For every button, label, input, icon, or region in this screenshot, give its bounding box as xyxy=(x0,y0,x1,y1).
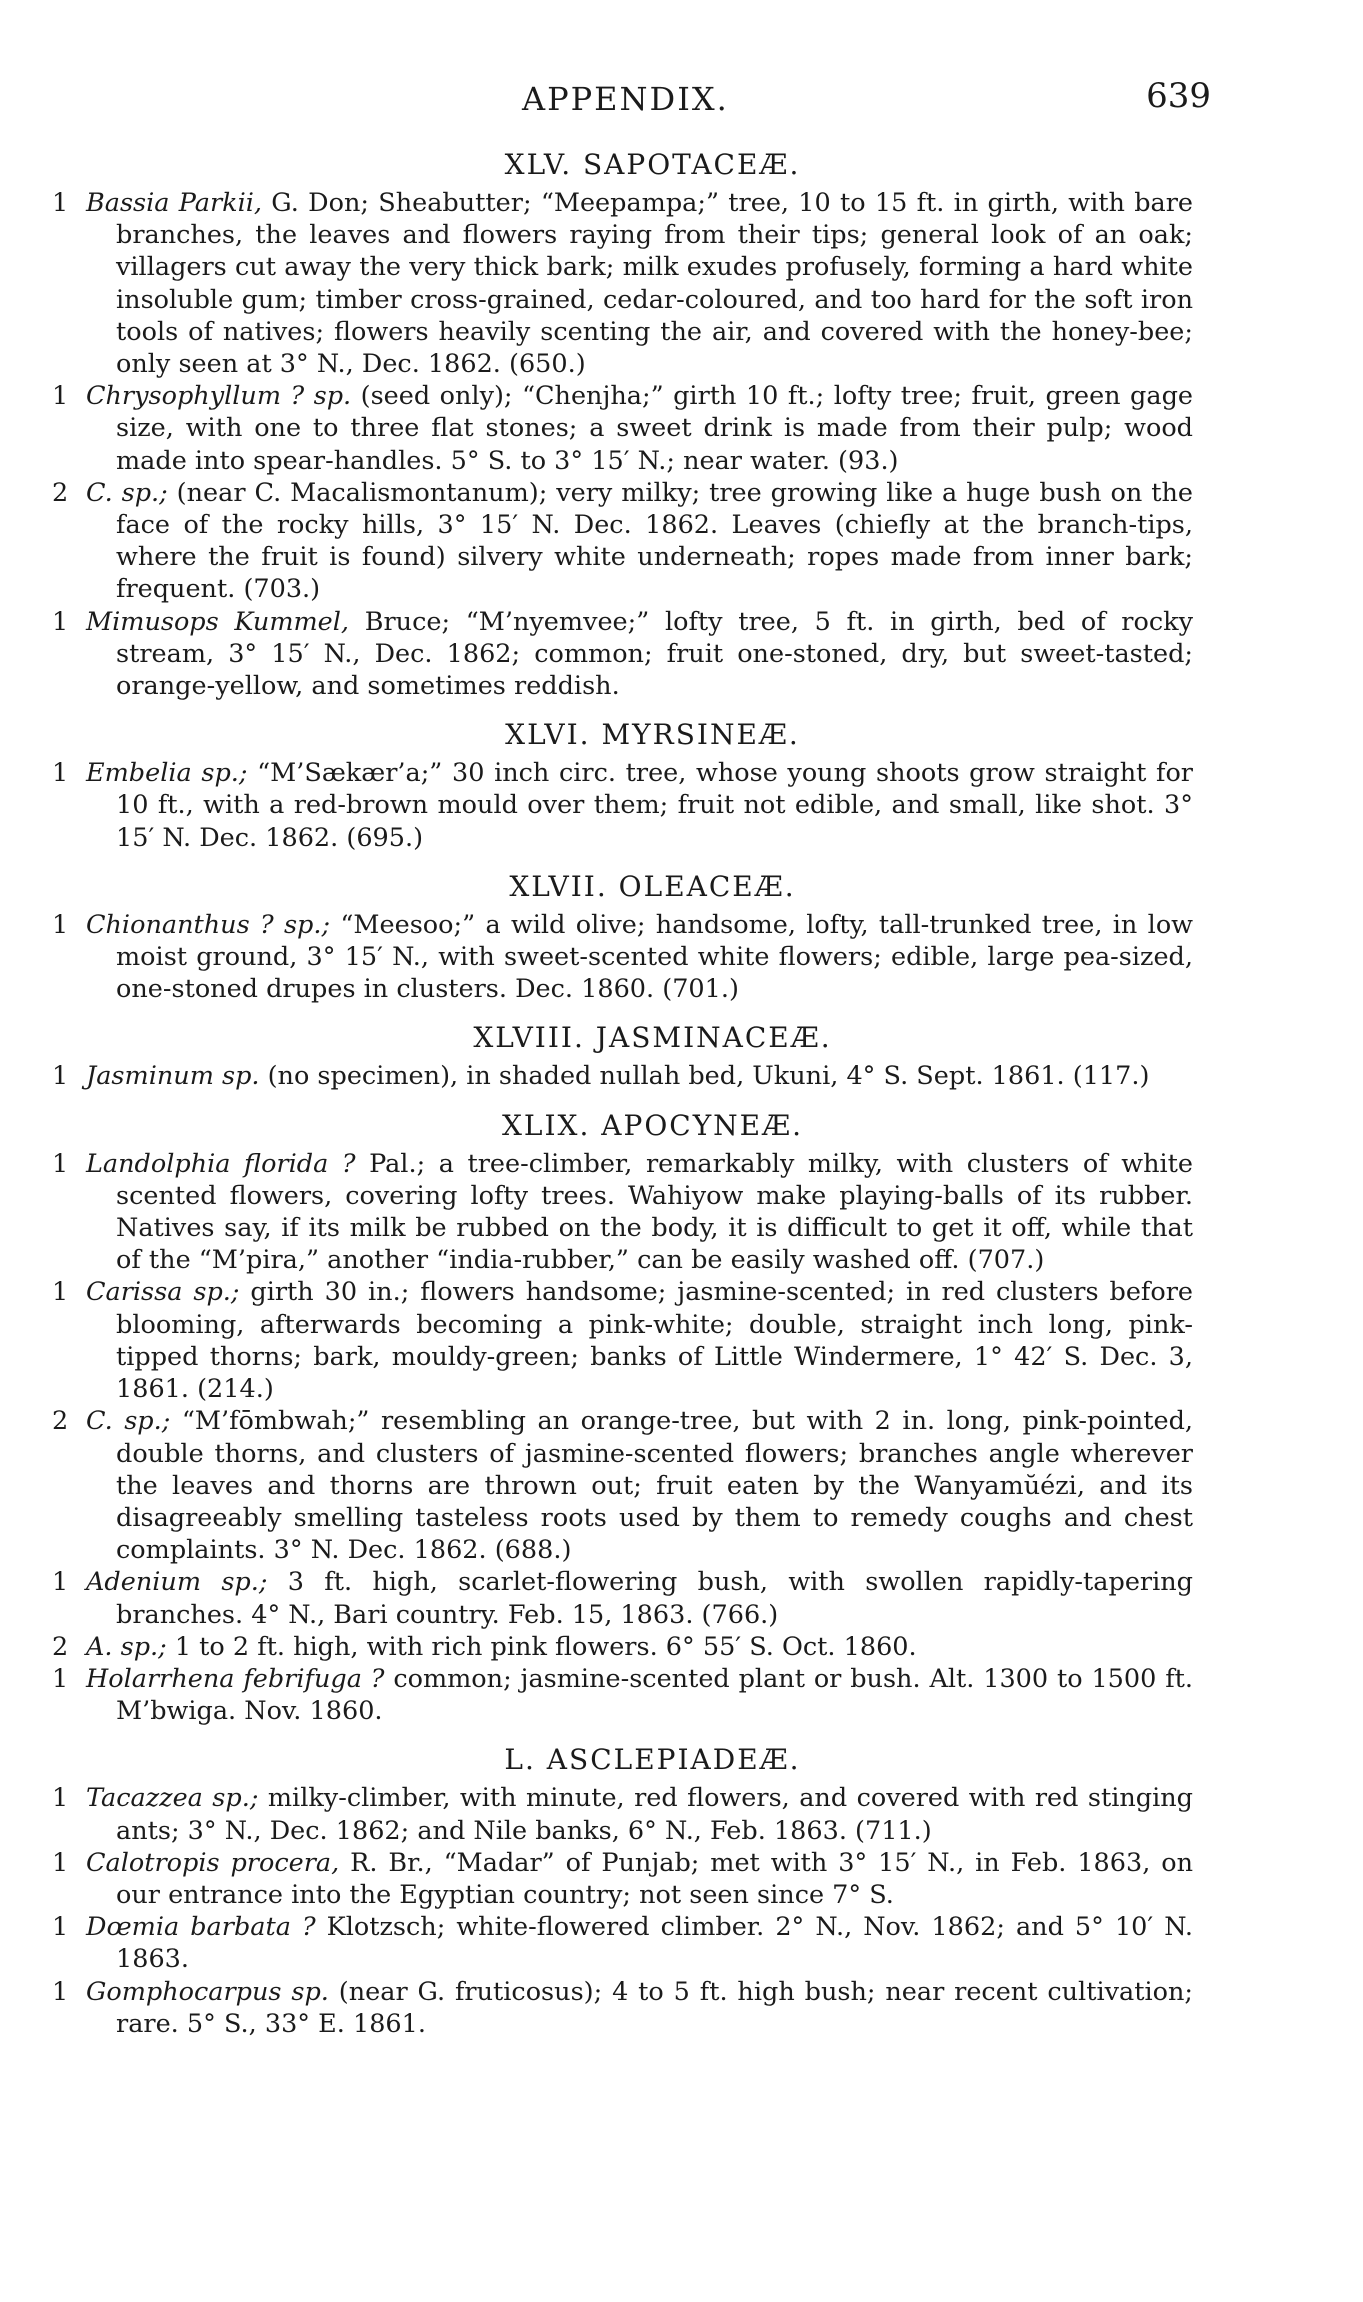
species-name: Calotropis procera, xyxy=(86,1847,340,1878)
entry-count: 1 xyxy=(52,1277,69,1308)
species-entry xyxy=(52,380,1193,477)
entry-count: 1 xyxy=(52,1061,69,1092)
species-description: common; jasmine-scented plant or bush. Alt. 1300 to 1500 ft. M’bwiga. Nov. 1860. xyxy=(116,1663,1194,1727)
species-name: Chrysophyllum ? sp. xyxy=(86,381,352,412)
section-title: XLVIII. JASMINACEÆ. xyxy=(473,1021,832,1055)
entry-count: 1 xyxy=(52,381,69,412)
section-title: L. ASCLEPIADEÆ. xyxy=(504,1743,801,1777)
section-title: XLVII. OLEACEÆ. xyxy=(509,869,796,903)
species-description: “Meesoo;” a wild olive; handsome, lofty, tall-trunked tree, in low moist ground, 3° 15′ N., with sweet-scented white flowers; edible, large pea-sized, one-stoned drupes in clusters. Dec. 1860. (701.) xyxy=(116,909,1193,1005)
species-entry xyxy=(52,187,1193,380)
species-entry xyxy=(52,1060,1193,1092)
entry-count: 1 xyxy=(52,1912,69,1943)
entry-count: 1 xyxy=(52,188,69,218)
species-description: Bruce; “M’nyemvee;” lofty tree, 5 ft. in girth, bed of rocky stream, 3° 15′ N., Dec. 1862; common; fruit one-stoned, dry, but sweet-tasted; orange-yellow, and sometimes reddish. xyxy=(116,606,1193,702)
section-title: XLIX. APOCYNEÆ. xyxy=(501,1108,804,1142)
entry-count: 1 xyxy=(52,1567,69,1598)
species-name: Holarrhena febrifuga ? xyxy=(86,1663,385,1694)
species-description: G. Don; Sheabutter; “Meepampa;” tree, 10 to 15 ft. in girth, with bare branches, the leaves and flowers raying from their tips; general look of an oak; villagers cut away the very thick bark; milk exudes profusely, forming a hard white insoluble gum; timber cross-grained, cedar-coloured, and too hard for the soft iron tools of natives; flowers heavily scenting the air, and covered with the honey-bee; only seen at 3° N., Dec. 1862. (650.) xyxy=(116,188,1193,380)
entry-count: 1 xyxy=(52,1148,69,1179)
species-entry xyxy=(52,1976,1193,2040)
species-entry xyxy=(52,1148,1193,1277)
species-description: “M’fōmbwah;” resembling an orange-tree, but with 2 in. long, pink-pointed, double thorns, and clusters of jasmine-scented flowers; branches angle wherever the leaves and thorns are thrown out; fruit eaten by the Wanyamŭézi, and its disagreeably smelling tasteless roots used by them to remedy coughs and chest complaints. 3° N. Dec. 1862. (688.) xyxy=(116,1406,1194,1566)
species-name: Mimusops Kummel, xyxy=(86,606,350,637)
species-entry xyxy=(52,606,1193,703)
species-entry xyxy=(52,757,1193,854)
entry-count: 1 xyxy=(52,1783,69,1814)
species-description: Klotzsch; white-flowered climber. 2° N., Nov. 1862; and 5° 10′ N. 1863. xyxy=(116,1912,1193,1975)
species-name: Bassia Parkii, xyxy=(86,188,263,218)
species-description: 3 ft. high, scarlet-flowering bush, with swollen rapidly-tapering branches. 4° N., Bari country. Feb. 15, 1863. (766.) xyxy=(116,1567,1194,1630)
species-name: A. sp.; xyxy=(86,1631,167,1662)
species-description: R. Br., “Madar” of Punjab; met with 3° 15′ N., in Feb. 1863, on our entrance into the Egyptian country; not seen since 7° S. xyxy=(116,1847,1194,1910)
species-name: Gomphocarpus sp. xyxy=(86,1976,329,2007)
species-name: Jasminum sp. xyxy=(86,1061,260,1092)
page-content xyxy=(52,148,1193,2040)
species-description: (near C. Macalismontanum); very milky; tree growing like a huge bush on the face of the rocky hills, 3° 15′ N. Dec. 1862. Leaves (chiefly at the branch-tips, where the fruit is found) silvery white underneath; ropes made from inner bark; frequent. (703.) xyxy=(116,477,1193,605)
species-entry xyxy=(52,1276,1193,1405)
entry-count: 1 xyxy=(52,1976,69,2007)
species-name: Chionanthus ? sp.; xyxy=(86,909,331,940)
entry-count: 1 xyxy=(52,1663,69,1694)
species-entry xyxy=(52,1405,1193,1566)
entry-count: 1 xyxy=(52,606,69,637)
species-name: Tacazzea sp.; xyxy=(86,1783,259,1814)
species-entry xyxy=(52,1631,1193,1663)
species-description: girth 30 in.; flowers handsome; jasmine-scented; in red clusters before blooming, afterwards becoming a pink-white; double, straight inch long, pink-tipped thorns; bark, mouldy-green; banks of Little Windermere, 1° 42′ S. Dec. 3, 1861. (214.) xyxy=(116,1277,1193,1405)
species-entry xyxy=(52,1782,1193,1846)
section-title: XLV. SAPOTACEÆ. xyxy=(504,148,801,181)
entry-count: 2 xyxy=(52,477,69,508)
species-name: Embelia sp.; xyxy=(86,758,248,789)
species-name: Dœmia barbata ? xyxy=(86,1912,316,1943)
section-title: XLVI. MYRSINEÆ. xyxy=(505,718,800,752)
species-entry xyxy=(52,1911,1193,1975)
species-name: C. sp.; xyxy=(86,477,168,508)
species-description: (near G. fruticosus); 4 to 5 ft. high bush; near recent cultivation; rare. 5° S., 33° E. 1861. xyxy=(116,1976,1193,2039)
entry-count: 2 xyxy=(52,1406,69,1437)
entry-count: 2 xyxy=(52,1631,69,1662)
entry-count: 1 xyxy=(52,909,69,940)
page-header xyxy=(52,72,1211,132)
species-description: (no specimen), in shaded nullah bed, Ukuni, 4° S. Sept. 1861. (117.) xyxy=(259,1061,1150,1092)
page-number: 639 xyxy=(1146,76,1211,116)
species-name: C. sp.; xyxy=(86,1406,171,1437)
species-description: milky-climber, with minute, red flowers, and covered with red stinging ants; 3° N., Dec. 1862; and Nile banks, 6° N., Feb. 1863. (711.) xyxy=(116,1783,1193,1846)
species-description: Pal.; a tree-climber, remarkably milky, with clusters of white scented flowers, covering lofty trees. Wahiyow make playing-balls of its rubber. Natives say, if its milk be rubbed on the body, it is difficult to get it off, while that of the “M’pira,” another “india-rubber,” can be easily washed off. (707.) xyxy=(116,1148,1193,1276)
species-entry xyxy=(52,1663,1193,1727)
species-entry xyxy=(52,1847,1193,1911)
entry-count: 1 xyxy=(52,1847,69,1878)
species-description: “M’Sækær’a;” 30 inch circ. tree, whose young shoots grow straight for 10 ft., with a red-brown mould over them; fruit not edible, and small, like shot. 3° 15′ N. Dec. 1862. (695.) xyxy=(116,758,1193,853)
species-entry xyxy=(52,909,1193,1006)
species-description: (seed only); “Chenjha;” girth 10 ft.; lofty tree; fruit, green gage size, with one to three flat stones; a sweet drink is made from their pulp; wood made into spear-handles. 5° S. to 3° 15′ N.; near water. (93.) xyxy=(116,381,1193,476)
species-name: Landolphia florida ? xyxy=(86,1148,356,1179)
running-head: APPENDIX. xyxy=(522,80,729,118)
species-name: Adenium sp.; xyxy=(86,1567,268,1598)
species-description: 1 to 2 ft. high, with rich pink flowers. 6° 55′ S. Oct. 1860. xyxy=(166,1631,917,1662)
species-entry xyxy=(52,477,1193,606)
species-name: Carissa sp.; xyxy=(86,1277,240,1308)
species-entry xyxy=(52,1566,1193,1630)
entry-count: 1 xyxy=(52,758,69,789)
